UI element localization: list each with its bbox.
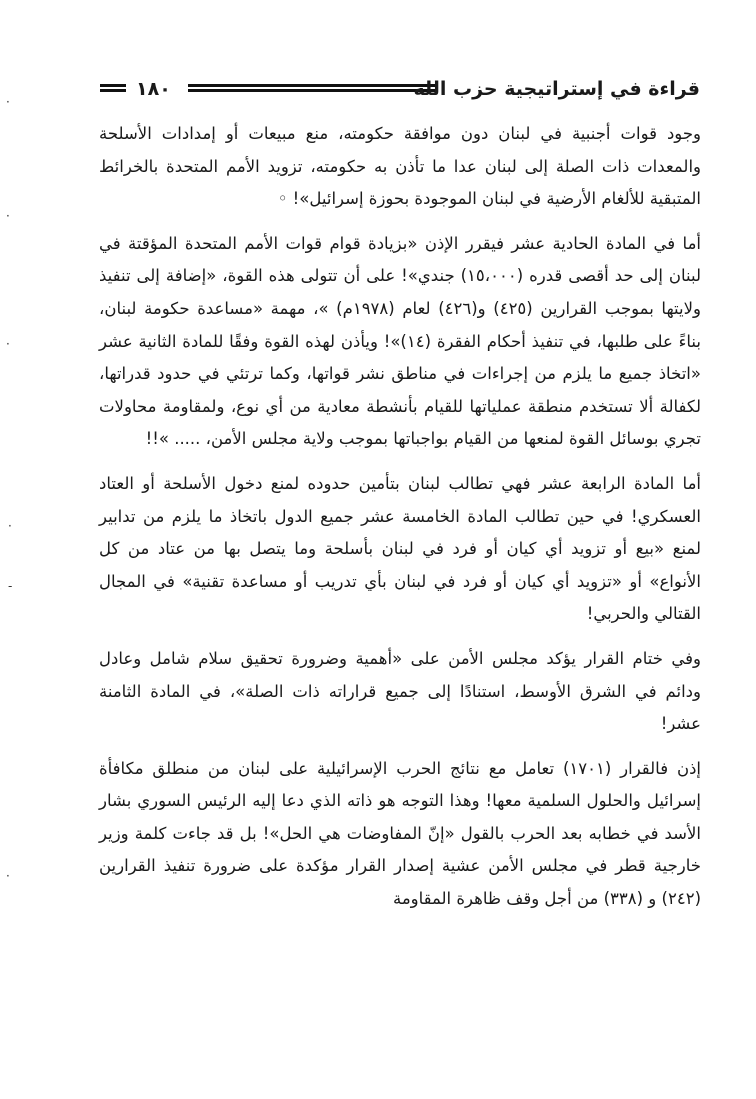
running-title: قراءة في إستراتيجية حزب الله — [413, 78, 700, 100]
page-number-mark — [100, 84, 126, 92]
scan-margin-dot: - — [8, 579, 13, 593]
scan-margin-dot: · — [6, 337, 10, 351]
paragraph-3: أما المادة الرابعة عشر فهي تطالب لبنان بتأمين حدوده لمنع دخول الأسلحة أو العتاد العسكري! في حين تطالب المادة الخامسة عشر جميع الدول باتخاذ ما يلزم من تدابير لمنع «بيع أو تزويد أي كيان أو فرد في لبنان بأسلحة وما يتصل بها من عتاد من كل الأنواع» أو «تزويد أي كيان أو فرد في لبنان بأي تدريب أو مساعدة تقنية» في المجال القتالي والحربي! — [99, 473, 701, 624]
page-header — [100, 74, 700, 104]
scan-margin-dot: · — [6, 95, 10, 109]
scan-margin-dot: · — [8, 519, 12, 533]
scan-margin-dot: · — [6, 209, 10, 223]
scan-margin-dot: · — [6, 869, 10, 883]
header-rule — [188, 84, 438, 92]
page-number: ١٨٠ — [136, 78, 171, 100]
paragraph-2: أما في المادة الحادية عشر فيقرر الإذن «بزيادة قوام قوات الأمم المتحدة المؤقتة في لبنان إلى حد أقصى قدره (١٥،٠٠٠) جندي»! على أن تتولى هذه القوة، «إضافة إلى تنفيذ ولايتها بموجب القرارين (٤٢٥) و(٤٢٦) لعام (١٩٧٨م) »، مهمة «مساعدة حكومة لبنان، بناءً على طلبها، في تنفيذ أحكام الفقرة (١٤)»! ويأذن لهذه القوة وفقًا للمادة الثانية عشر «اتخاذ جميع ما يلزم من إجراءات في مناطق نشر قواتها، وكما ترتئي في حدود قدراتها، لكفالة ألا تستخدم منطقة عملياتها للقيام بأنشطة معادية من أي نوع، ولمقاومة محاولات تجري بوسائل القوة لمنعها من القيام بواجباتها بموجب ولاية مجلس الأمن، ..... »!! — [99, 233, 702, 449]
paragraph-1: وجود قوات أجنبية في لبنان دون موافقة حكومته، منع مبيعات أو إمدادات الأسلحة والمعدات ذات الصلة إلى لبنان عدا ما تأذن به حكومته، تزويد الأمم المتحدة بالخرائط المتبقية للألغام الأرضية في لبنان الموجودة بحوزة إسرائيل»! ◦ — [99, 124, 701, 209]
paragraph-5: إذن فالقرار (١٧٠١) تعامل مع نتائج الحرب الإسرائيلية على لبنان من منطلق مكافأة إسرائيل والحلول السلمية معها! وهذا التوجه هو ذاته الذي دعا إليه الرئيس السوري بشار الأسد في خطابه بعد الحرب بالقول «إنّ المفاوضات هي الحل»! بل قد جاءت كلمة وزير خارجية قطر في مجلس الأمن عشية إصدار القرار مؤكدة على ضرورة تنفيذ القرارين (٢٤٢) و (٣٣٨) من أجل وقف ظاهرة المقاومة — [99, 758, 701, 909]
body-text — [99, 118, 701, 916]
paragraph-4: وفي ختام القرار يؤكد مجلس الأمن على «أهمية وضرورة تحقيق سلام شامل وعادل ودائم في الشرق الأوسط، استنادًا إلى جميع قراراته ذات الصلة»، في المادة الثامنة عشر! — [99, 648, 701, 734]
